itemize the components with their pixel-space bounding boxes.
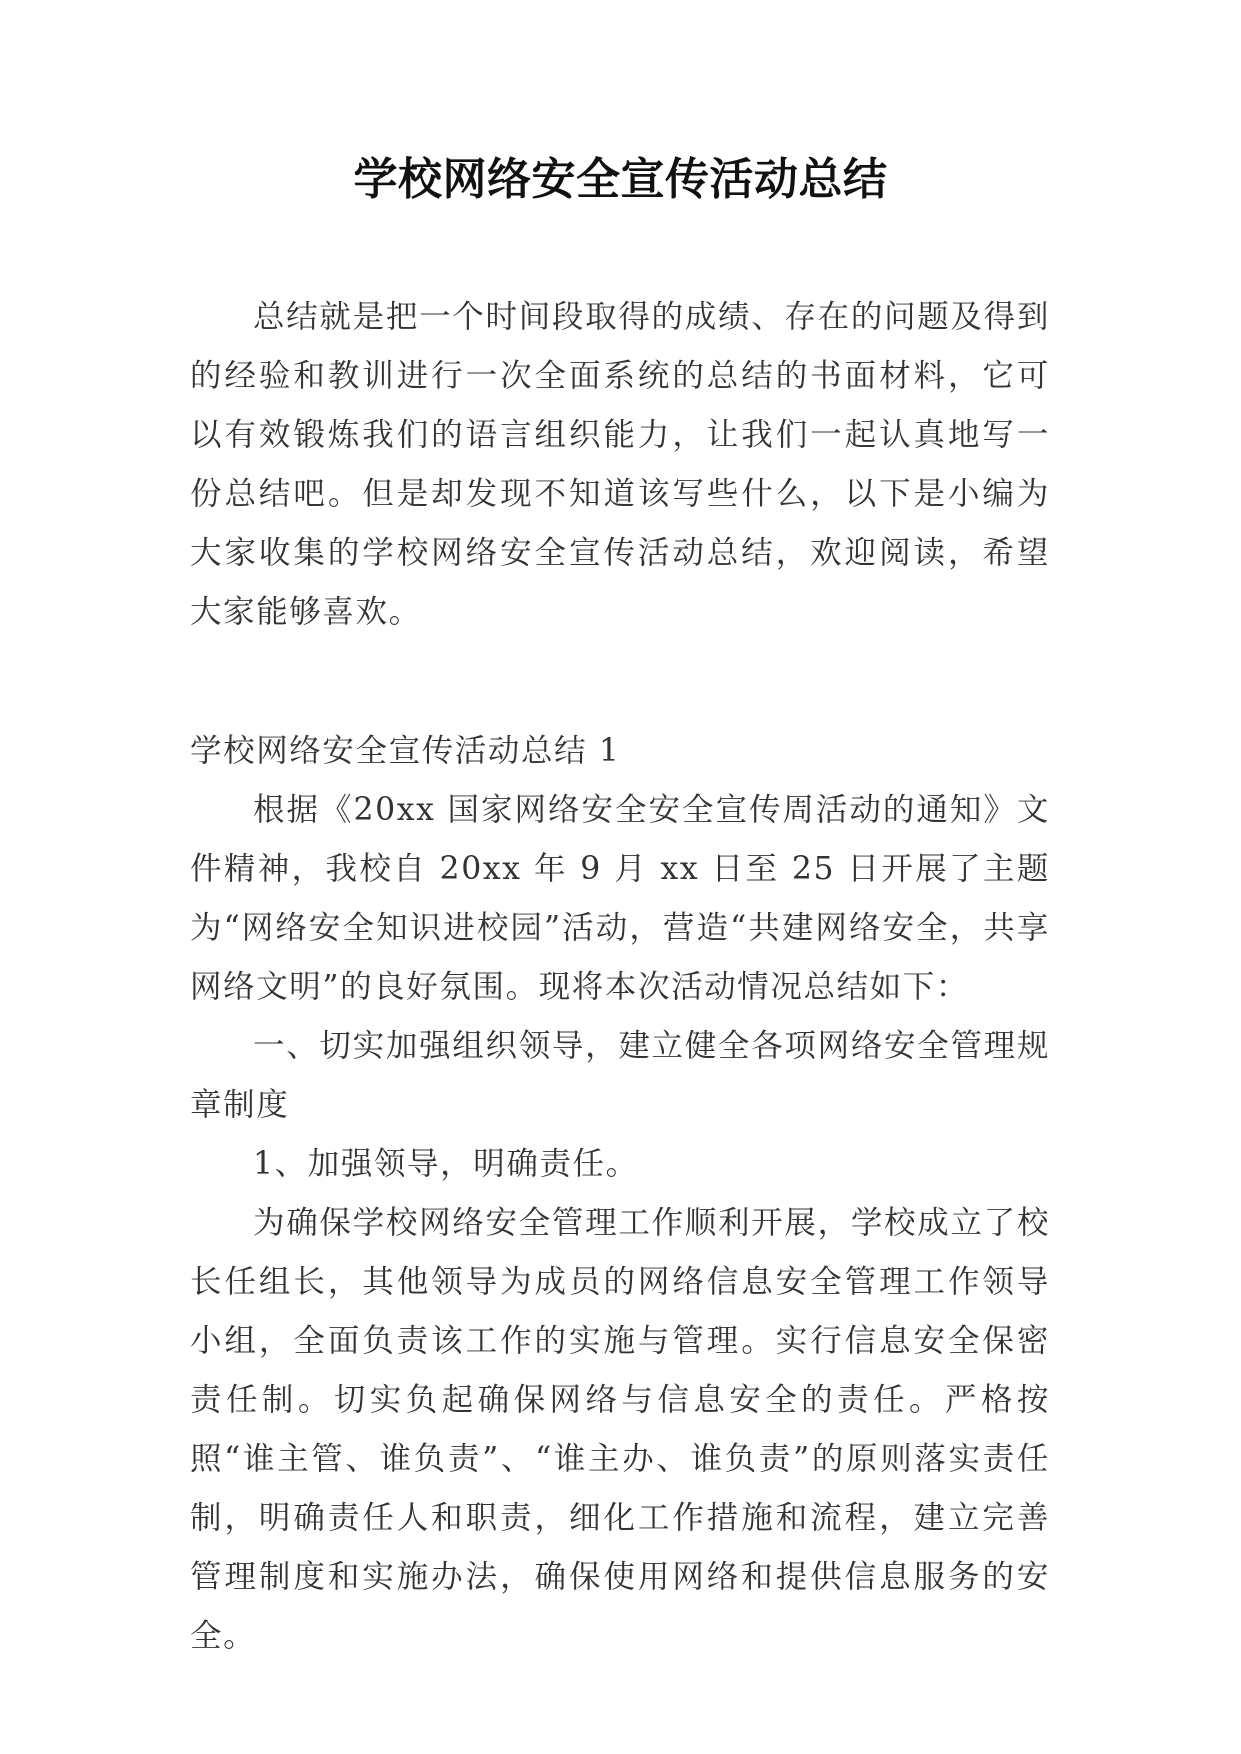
numbered-item-paragraph: 1、加强领导，明确责任。 bbox=[253, 1146, 639, 1182]
body-paragraph: 为确保学校网络安全管理工作顺利开展，学校成立了校长任组长，其他领导为成员的网络信息安全管理工作领导小组，全面负责该工作的实施与管理。实行信息安全保密责任制。切实负起确保网络与信息安全的责任。严格按照“谁主管、谁负责”、“谁主办、谁负责”的原则落实责任制，明确责任人和职责，细化工作措施和流程，建立完善管理制度和实施办法，确保使用网络和提供信息服务的安全。 bbox=[190, 1205, 1050, 1654]
body-paragraph: 根据《20xx 国家网络安全安全宣传周活动的通知》文件精神，我校自 20xx 年 9 月 xx 日至 25 日开展了主题为“网络安全知识进校园”活动，营造“共建网络安全，共享网络文明”的良好氛围。现将本次活动情况总结如下： bbox=[190, 792, 1050, 1005]
document-body bbox=[190, 288, 1050, 1666]
paragraph-spacer bbox=[190, 642, 1050, 722]
subheading-paragraph: 一、切实加强组织领导，建立健全各项网络安全管理规章制度 bbox=[190, 1028, 1050, 1123]
document-title: 学校网络安全宣传活动总结 bbox=[353, 154, 888, 205]
section-heading: 学校网络安全宣传活动总结 1 bbox=[190, 733, 621, 769]
intro-paragraph: 总结就是把一个时间段取得的成绩、存在的问题及得到的经验和教训进行一次全面系统的总结的书面材料，它可以有效锻炼我们的语言组织能力，让我们一起认真地写一份总结吧。但是却发现不知道该写些什么，以下是小编为大家收集的学校网络安全宣传活动总结，欢迎阅读，希望大家能够喜欢。 bbox=[190, 299, 1050, 630]
